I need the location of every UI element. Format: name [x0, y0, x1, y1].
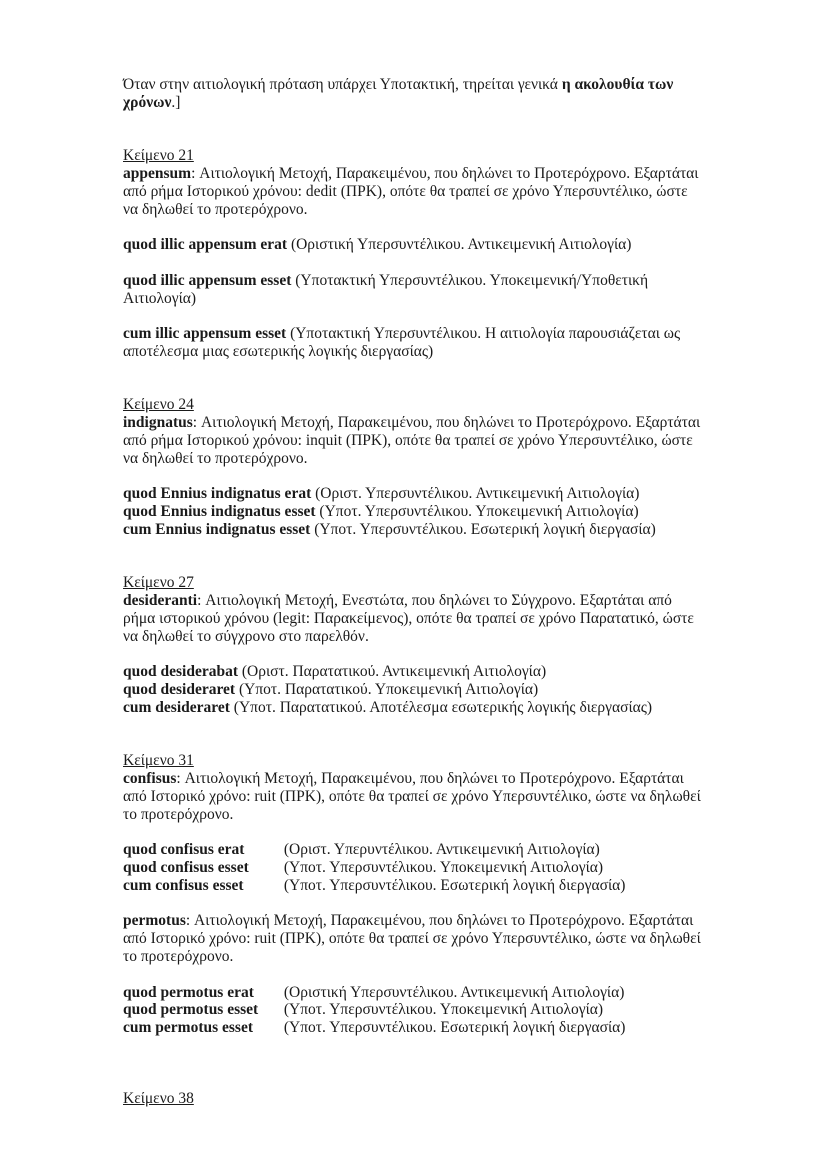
gloss-text: (Οριστ. Υπερσυντέλικου. Αντικειμενική Αιτιολογία): [315, 485, 640, 503]
blank-line: [123, 112, 706, 148]
latin-phrase: quod Ennius indignatus esset: [123, 503, 316, 521]
gloss-text: (Οριστ. Υπερυντέλικου. Αντικειμενική Αιτιολογία): [283, 841, 600, 859]
example-line: [123, 1019, 706, 1037]
section-heading: Κείμενο 38: [123, 1090, 194, 1108]
text-run: : Αιτιολογική Μετοχή, Παρακειμένου, που δηλώνει το Προτερόχρονο. Εξαρτάται από Ιστορικό χρόνο: ruit (ΠΡΚ), οπότε θα τραπεί σε χρόνο Υπερσυντέλικο, ώστε να δηλωθεί το προτερόχρονο.: [123, 912, 701, 966]
gloss-text: (Υποτ. Υπερσυντέλικου. Εσωτερική λογική διεργασία): [283, 876, 626, 894]
bold-text-run: confisus: [123, 770, 177, 788]
paragraph: [123, 770, 706, 823]
paragraph: [123, 912, 706, 965]
paragraph: [123, 592, 706, 645]
example-line: [123, 699, 706, 717]
section-heading: Κείμενο 21: [123, 147, 194, 165]
document-body: [123, 76, 706, 1108]
text-run: : Αιτιολογική Μετοχή, Παρακειμένου, που δηλώνει το Προτερόχρονο. Εξαρτάται από Ιστορικό χρόνο: ruit (ΠΡΚ), οπότε θα τραπεί σε χρόνο Υπερσυντέλικο, ώστε να δηλωθεί το προτερόχρονο.: [123, 770, 701, 823]
section-heading: Κείμενο 24: [123, 396, 194, 414]
blank-line: [123, 539, 706, 575]
paragraph: [123, 76, 706, 112]
example-line: [123, 877, 706, 895]
example-line: [123, 485, 706, 503]
gloss-text: (Υποτ. Υπερσυντέλικου. Υποκειμενική Αιτιολογία): [283, 859, 604, 877]
bold-text-run: η ακολουθία των χρόνων: [123, 76, 674, 111]
example-line: [123, 503, 706, 521]
text-run: : Αιτιολογική Μετοχή, Παρακειμένου, που δηλώνει το Προτερόχρονο. Εξαρτάται από ρήμα Ιστορικού χρόνου: inquit (ΠΡΚ), οπότε θα τραπεί σε χρόνο Υπερσυντέλικο, ώστε να δηλωθεί το προτερόχρονο.: [123, 414, 701, 467]
blank-line: [123, 254, 706, 272]
section-heading: Κείμενο 27: [123, 574, 194, 592]
example-line: [123, 859, 706, 877]
latin-phrase: quod desiderabat: [123, 663, 238, 681]
gloss-text: (Υποτ. Υπερσυντέλικου. Εσωτερική λογική διεργασία): [314, 520, 656, 538]
text-run: : Αιτιολογική Μετοχή, Ενεστώτα, που δηλώνει το Σύγχρονο. Εξαρτάται από ρήμα ιστορικού χρόνου (legit: Παρακείμενος), οπότε θα τραπεί σε χρόνο Παρατατικό, ώστε να δηλωθεί το σύγχρονο στο παρελθόν.: [123, 592, 694, 645]
section-heading: Κείμενο 31: [123, 752, 194, 770]
blank-line: [123, 823, 706, 841]
latin-phrase: cum Ennius indignatus esset: [123, 520, 311, 538]
example-line: [123, 272, 706, 308]
blank-line: [123, 1037, 706, 1090]
blank-line: [123, 895, 706, 913]
gloss-text: (Υποτακτική Υπερσυντέλικου. Υποκειμενική/Υποθετική Αιτιολογία): [123, 271, 649, 307]
example-line: [123, 236, 706, 254]
latin-phrase: quod illic appensum esset: [123, 271, 292, 289]
latin-phrase: cum confisus esset: [123, 876, 244, 894]
gloss-text: (Υποτ. Παρατατικού. Αποτέλεσμα εσωτερικής λογικής διεργασίας): [233, 698, 653, 716]
example-line: [123, 681, 706, 699]
example-line: [123, 663, 706, 681]
bold-text-run: indignatus: [123, 414, 193, 432]
latin-phrase: quod confisus esset: [123, 859, 249, 877]
blank-line: [123, 361, 706, 397]
text-run: : Αιτιολογική Μετοχή, Παρακειμένου, που δηλώνει το Προτερόχρονο. Εξαρτάται από ρήμα Ιστορικού χρόνου: dedit (ΠΡΚ), οπότε θα τραπεί σε χρόνο Υπερσυντέλικο, ώστε να δηλωθεί το προτερόχρονο.: [123, 164, 699, 218]
gloss-text: (Υποτ. Υπερσυντέλικου. Υποκειμενική Αιτιολογία): [283, 1001, 604, 1019]
blank-line: [123, 717, 706, 753]
gloss-text: (Οριστική Υπερσυντέλικου. Αντικειμενική Αιτιολογία): [283, 983, 625, 1001]
latin-phrase: cum desideraret: [123, 698, 230, 716]
latin-phrase: quod Ennius indignatus erat: [123, 485, 312, 503]
blank-line: [123, 468, 706, 486]
latin-phrase: cum permotus esset: [123, 1019, 254, 1037]
latin-phrase: quod permotus esset: [123, 1001, 259, 1019]
gloss-text: (Υποτακτική Υπερσυντέλικου. Η αιτιολογία παρουσιάζεται ως αποτέλεσμα μιας εσωτερικής λογικής διεργασίας): [123, 325, 681, 360]
example-line: [123, 521, 706, 539]
bold-text-run: appensum: [123, 164, 192, 182]
latin-phrase: quod illic appensum erat: [123, 236, 288, 254]
example-line: [123, 1001, 706, 1019]
latin-phrase: cum illic appensum esset: [123, 325, 287, 343]
text-run: Όταν στην αιτιολογική πρόταση υπάρχει Υποτακτική, τηρείται γενικά: [123, 76, 562, 93]
latin-phrase: quod desideraret: [123, 681, 236, 699]
example-line: [123, 841, 706, 859]
blank-line: [123, 307, 706, 325]
blank-line: [123, 646, 706, 664]
gloss-text: (Υποτ. Υπερσυντέλικου. Υποκειμενική Αιτιολογία): [319, 503, 639, 521]
bold-text-run: permotus: [123, 912, 186, 930]
paragraph: [123, 165, 706, 218]
paragraph: [123, 414, 706, 467]
latin-phrase: quod permotus erat: [123, 983, 254, 1001]
bold-text-run: desideranti: [123, 592, 198, 610]
blank-line: [123, 966, 706, 984]
gloss-text: (Οριστική Υπερσυντέλικου. Αντικειμενική Αιτιολογία): [290, 236, 632, 254]
gloss-text: (Υποτ. Παρατατικού. Υποκειμενική Αιτιολογία): [238, 681, 539, 699]
text-run: .]: [171, 93, 181, 111]
example-line: [123, 984, 706, 1002]
latin-phrase: quod confisus erat: [123, 841, 245, 859]
example-line: [123, 325, 706, 361]
gloss-text: (Υποτ. Υπερσυντέλικου. Εσωτερική λογική διεργασία): [283, 1019, 626, 1037]
gloss-text: (Οριστ. Παρατατικού. Αντικειμενική Αιτιολογία): [241, 663, 547, 681]
blank-line: [123, 218, 706, 236]
